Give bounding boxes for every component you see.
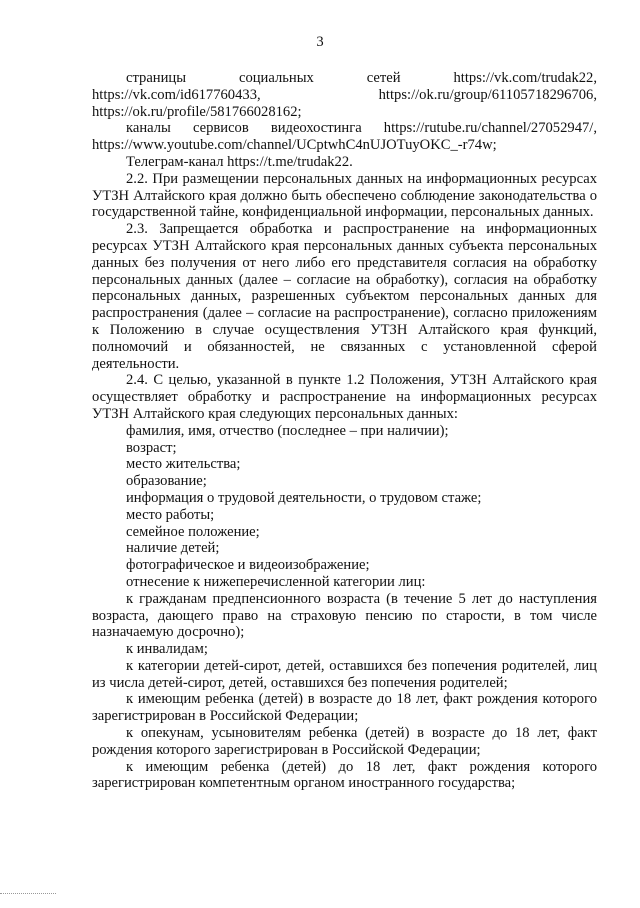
list-item: место работы; — [126, 506, 215, 523]
list-item: возраст; — [126, 439, 177, 456]
page-number: 3 — [316, 34, 324, 50]
list-item: отнесение к нижеперечисленной категории лиц: — [126, 573, 426, 590]
list-item: образование; — [126, 473, 207, 490]
scan-artifact-line — [0, 893, 56, 895]
list-item: семейное положение; — [126, 523, 260, 540]
category-item: к имеющим ребенка (детей) до 18 лет, факт рождения которого зарегистрирован компетентным органом иностранного государства; — [92, 758, 597, 792]
section-2-4: 2.4. С целью, указанной в пункте 1.2 Положения, УТЗН Алтайского края осуществляет обработку и распространение на информационных ресурсах УТЗН Алтайского края следующих персональных данных: — [92, 372, 597, 422]
category-item: к имеющим ребенка (детей) в возрасте до 18 лет, факт рождения которого зарегистрирован в Российской Федерации; — [92, 691, 597, 725]
category-item: к категории детей-сирот, детей, оставшихся без попечения родителей, лиц из числа детей-сирот, детей, оставшихся без попечения родителей; — [92, 657, 597, 691]
list-item: фамилия, имя, отчество (последнее – при наличии); — [126, 422, 449, 439]
telegram-paragraph: Телеграм-канал https://t.me/trudak22. — [126, 153, 353, 170]
list-item: наличие детей; — [126, 540, 220, 557]
category-item: к опекунам, усыновителям ребенка (детей) в возрасте до 18 лет, факт рождения которого зарегистрирован в Российской Федерации; — [92, 725, 597, 758]
section-2-2: 2.2. При размещении персональных данных на информационных ресурсах УТЗН Алтайского края должно быть обеспечено соблюдение законодательства о государственной тайне, конфиденциальной информации, персональных данных. — [92, 170, 597, 221]
document-body — [92, 70, 597, 792]
list-item: место жительства; — [126, 456, 241, 473]
category-item: к инвалидам; — [126, 641, 208, 658]
video-channels-paragraph: каналы сервисов видеохостинга https://rutube.ru/channel/27052947/, https://www.youtube.com/channel/UCptwhC4nUJOTuyOKC_-r74w; — [92, 120, 597, 154]
section-2-3: 2.3. Запрещается обработка и распространение на информационных ресурсах УТЗН Алтайского края персональных данных субъекта персональных данных без получения от него либо его представителя согласия на обработку персональных данных (далее – согласие на обработку), согласия на обработку персональных данных, разрешенных субъектом персональных данных для распространения (далее – согласие на распространение), согласно приложениям к Положению в случае осуществления УТЗН Алтайского края функций, полномочий и обязанностей, не связанных с установленной сферой деятельности. — [92, 221, 597, 372]
list-item: информация о трудовой деятельности, о трудовом стаже; — [126, 489, 482, 506]
category-item: к гражданам предпенсионного возраста (в течение 5 лет до наступления возраста, дающего право на страховую пенсию по старости, в том числе назначаемую досрочно); — [92, 590, 597, 641]
list-item: фотографическое и видеоизображение; — [126, 557, 370, 574]
social-pages-paragraph: страницы социальных сетей https://vk.com/trudak22, https://vk.com/id617760433, https://ok.ru/group/61105718296706, https://ok.ru/profile/581766028162; — [92, 70, 597, 120]
